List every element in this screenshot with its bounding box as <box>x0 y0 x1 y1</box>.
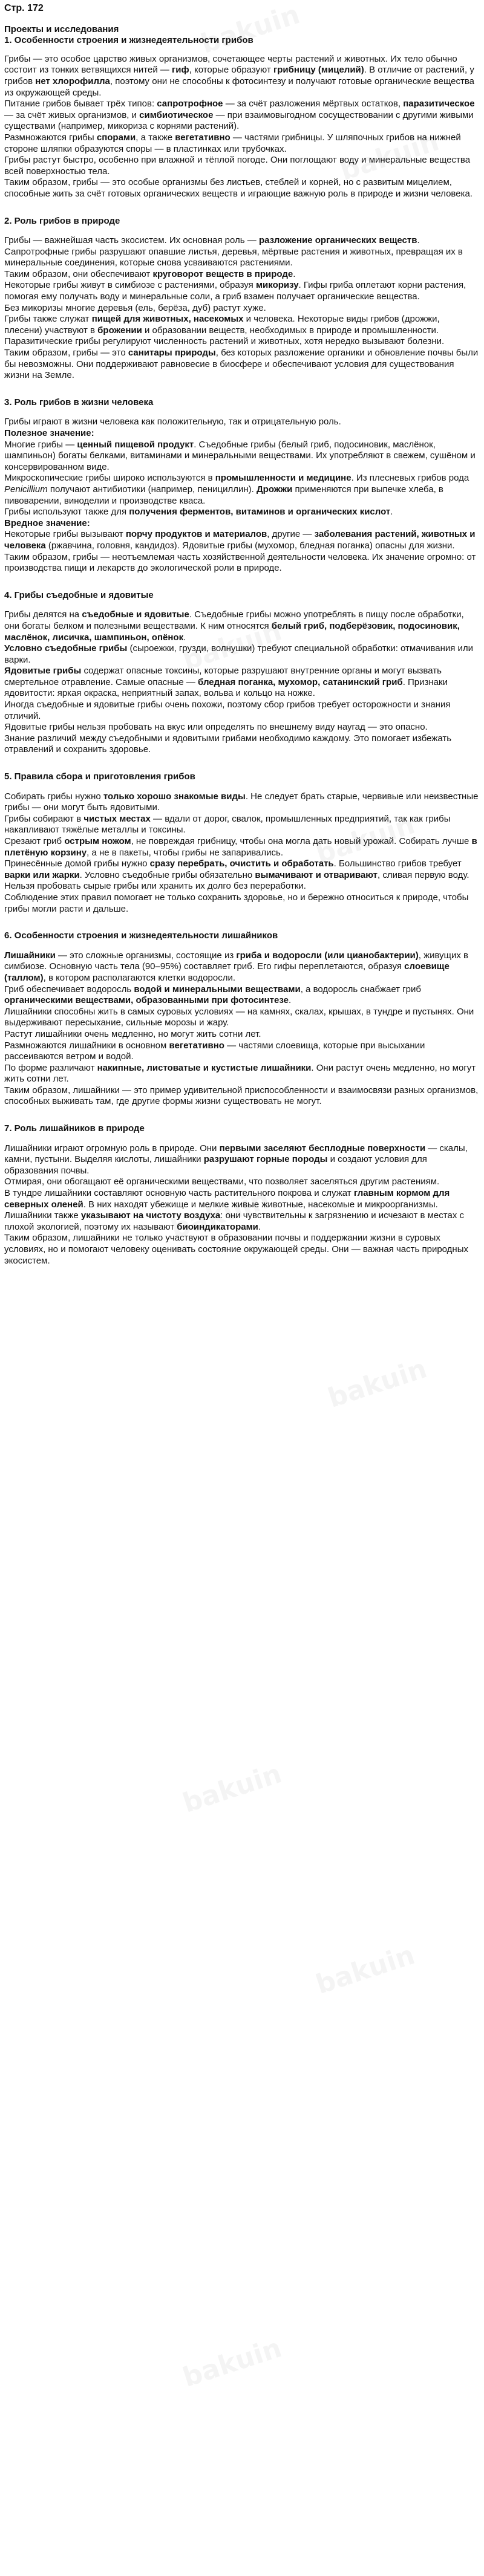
text-run: . Съедобные грибы (белый гриб, подосиновик, маслёнок, шампиньон) богаты белками, витаминами и минеральными веществами. Их употребляют в свежем, сушёном и консервированном виде. <box>4 439 476 472</box>
text-run: . <box>258 1221 261 1232</box>
subheading: Полезное значение: <box>4 428 94 438</box>
bold-term: порчу продуктов и материалов <box>125 529 267 540</box>
text-run: — за счёт живых организмов, и <box>4 109 140 120</box>
paragraph <box>4 1143 480 1177</box>
paragraph <box>4 132 480 155</box>
text-run: Грибы растут быстро, особенно при влажной и тёплой погоде. Они поглощают воду и минеральные вещества всей поверхностью тела. <box>4 155 471 177</box>
intro-heading: Проекты и исследования <box>4 24 119 34</box>
section-title: 7. Роль лишайников в природе <box>4 1123 145 1134</box>
bold-term: получения ферментов, витаминов и органических кислот <box>129 507 391 517</box>
bold-term: спорами <box>96 132 136 143</box>
text-run: . Признаки ядовитости: яркая окраска, неприятный запах, вольва и кольцо на ножке. <box>4 676 448 699</box>
paragraph <box>4 1210 480 1233</box>
text-run: Некоторые грибы живут в симбиозе с растениями, образуя <box>4 280 256 291</box>
bold-term: паразитическое <box>403 99 475 109</box>
bold-term: органическими веществами, образованными при фотосинтезе <box>4 995 289 1006</box>
text-run: , живущих в симбиозе. Основную часть тела (90–95%) составляет гриб. Его гифы переплетаются, образуя <box>4 950 469 972</box>
text-run: Лишайники также <box>4 1210 81 1221</box>
bold-term: ценный пищевой продукт <box>77 439 194 450</box>
text-run: . Условно съедобные грибы обязательно <box>79 869 255 880</box>
text-run: Многие грибы — <box>4 439 77 450</box>
watermark <box>315 1949 416 1991</box>
text-run: применяются при выпечке хлеба, в пивоварении, виноделии и производстве кваса. <box>4 484 443 506</box>
bold-term: сразу перебрать, очистить и обработать <box>149 858 334 869</box>
paragraph <box>4 858 480 881</box>
text-run: Грибы — важнейшая часть экосистем. Их основная роль — <box>4 235 259 246</box>
text-run: Гриб обеспечивает водоросль <box>4 984 134 994</box>
document-page <box>0 0 484 1285</box>
bold-term: в плетёную корзину <box>4 836 477 858</box>
text-run: Грибы делятся на <box>4 609 82 620</box>
text-run: По форме различают <box>4 1062 97 1073</box>
bold-term: пищей для животных, насекомых <box>91 314 244 325</box>
bold-term: круговорот веществ в природе <box>152 268 293 279</box>
text-run: . Сапротрофные грибы разрушают опавшие листья, деревья, мёртвые растения и животных, превращая их в минеральные соединения, которые снова усваиваются растениями. <box>4 235 463 268</box>
paragraph <box>4 1188 480 1210</box>
text-run: В тундре лишайники составляют основную часть растительного покрова и служат <box>4 1188 354 1199</box>
bold-term: бледная поганка, мухомор, сатанинский гриб <box>198 676 403 687</box>
page-number: Стр. 172 <box>4 3 44 13</box>
text-run: Лишайники способны жить в самых суровых условиях — на камнях, скалах, крышах, в тундре и пустынях. Они выдерживают пересыхание, сильные морозы и жару. <box>4 1006 474 1028</box>
section-6 <box>4 930 480 1108</box>
bold-term: промышленности и медицине <box>215 473 352 484</box>
text-run: . <box>183 632 186 643</box>
text-run: — вдали от дорог, свалок, промышленных предприятий, так как грибы накапливают тяжёлые металлы и токсины. <box>4 813 451 835</box>
text-run: (ржавчина, головня, кандидоз). Ядовитые грибы (мухомор, бледная поганка) опасны для жизни. <box>45 540 455 551</box>
text-run: . Не следует брать старые, червивые или неизвестные грибы — они могут быть ядовитыми. <box>4 791 479 813</box>
bold-term: гриба и водоросли (или цианобактерии) <box>236 950 419 961</box>
paragraph <box>4 791 480 814</box>
section-7 <box>4 1123 480 1267</box>
paragraph <box>4 303 480 314</box>
watermark <box>182 2342 283 2384</box>
text-run: — частями грибницы. У шляпочных грибов на нижней стороне шляпки образуются споры — в пластинках или трубочках. <box>4 132 461 154</box>
text-run: , в котором располагаются клетки водоросли. <box>43 972 236 983</box>
bold-term: слоевище (таллом) <box>4 961 450 983</box>
text-run: Без микоризы многие деревья (ель, берёза, дуб) растут хуже. <box>4 302 266 313</box>
paragraph <box>4 814 480 836</box>
paragraph <box>4 666 480 699</box>
text-run: Собирать грибы нужно <box>4 791 103 802</box>
paragraph <box>4 1233 480 1267</box>
text-run: и образовании веществ, необходимых в природе и промышленности. <box>142 325 439 336</box>
bold-term: сапротрофное <box>157 99 223 109</box>
paragraph <box>4 155 480 177</box>
text-run: . В отличие от растений, у грибов <box>4 65 474 86</box>
text-run: содержат опасные токсины, которые разрушают внутренние органы и могут вызвать смертельное отравление. Самые опасные — <box>4 666 442 687</box>
paragraph <box>4 314 480 336</box>
paragraph <box>4 336 480 348</box>
bold-term: главным кормом для северных оленей <box>4 1188 450 1210</box>
bold-term: симбиотическое <box>139 109 214 120</box>
bold-term: микоризу <box>255 280 299 291</box>
paragraph <box>4 722 480 733</box>
section-5 <box>4 771 480 915</box>
text-run: Таким образом, они обеспечивают <box>4 268 153 279</box>
text-run: Таким образом, грибы — это <box>4 348 128 358</box>
text-run: , а водоросль снабжает гриб <box>300 984 421 994</box>
paragraph <box>4 348 480 381</box>
bold-term: гиф <box>172 65 189 76</box>
paragraph <box>4 428 480 440</box>
text-run: . Они растут очень медленно, но могут жить сотни лет. <box>4 1062 476 1085</box>
text-run: , другие — <box>267 529 315 540</box>
text-run: Грибы — это особое царство живых организмов, сочетающее черты растений и животных. Их тело обычно состоит из тонких ветвящихся нитей — <box>4 53 457 76</box>
text-run: Размножаются лишайники в основном <box>4 1040 169 1051</box>
text-run: . Съедобные грибы можно употреблять в пищу после обработки, они богаты белком и полезными веществами. К ним относятся <box>4 609 464 631</box>
paragraph <box>4 1029 480 1040</box>
bold-term: биоиндикаторами <box>177 1221 258 1232</box>
text-run: — это сложные организмы, состоящие из <box>55 950 237 961</box>
bold-term: Лишайники <box>4 950 56 961</box>
paragraph <box>4 99 480 132</box>
text-run: (сыроежки, грузди, волнушки) требуют специальной обработки: отмачивания или варки. <box>4 643 474 665</box>
text-run: Иногда съедобные и ядовитые грибы очень похожи, поэтому сбор грибов требует осторожности и знания отличий. <box>4 699 451 721</box>
bold-term: съедобные и ядовитые <box>82 609 189 620</box>
text-run: — скалы, камни, пустыни. Выделяя кислоты, лишайники <box>4 1143 468 1165</box>
text-run: . Гифы гриба оплетают корни растения, помогая ему получать воду и минеральные соли, а гриб взамен получает органические вещества. <box>4 280 466 302</box>
paragraph <box>4 1007 480 1029</box>
section-title: 2. Роль грибов в природе <box>4 215 120 226</box>
text-run: , не повреждая грибницу, чтобы она могла дать новый урожай. Собирать лучше <box>131 836 472 846</box>
text-run: . В них находят убежище и мелкие живые животные, насекомые и микроорганизмы. <box>83 1199 438 1210</box>
section-4 <box>4 590 480 756</box>
text-run: Срезают гриб <box>4 836 65 846</box>
section-title: 6. Особенности строения и жизнедеятельности лишайников <box>4 930 278 941</box>
paragraph <box>4 733 480 756</box>
paragraph <box>4 881 480 892</box>
paragraph <box>4 699 480 722</box>
text-run: получают антибиотики (например, пенициллин). <box>47 484 257 495</box>
paragraph <box>4 1176 480 1188</box>
sections-container <box>4 35 480 1267</box>
paragraph <box>4 177 480 200</box>
paragraph <box>4 54 480 99</box>
text-run: Размножаются грибы <box>4 132 97 143</box>
bold-term: вегетативно <box>169 1040 224 1051</box>
italic-term: Penicillium <box>4 484 48 495</box>
text-run: Таким образом, грибы — неотъемлемая часть хозяйственной деятельности человека. Их значение огромно: от производства пищи и лекарств до экологической роли в природе. <box>4 551 476 574</box>
text-run: — частями слоевища, которые при высыхании рассеиваются ветром и водой. <box>4 1040 425 1062</box>
bold-term: Дрожжи <box>256 484 293 495</box>
bold-term: грибницу (мицелий) <box>273 65 364 76</box>
paragraph <box>4 950 480 984</box>
text-run: Грибы играют в жизни человека как положительную, так и отрицательную роль. <box>4 417 341 427</box>
bold-term: санитары природы <box>128 348 216 358</box>
text-run: Таким образом, лишайники — это пример удивительной приспособленности и взаимосвязи разных организмов, способных выживать там, где другие формы жизни существовать не могут. <box>4 1085 479 1107</box>
section-title: 5. Правила сбора и приготовления грибов <box>4 771 195 782</box>
text-run: Таким образом, лишайники не только участвуют в образовании почвы и поддержании жизни в суровых условиях, но и помогают человеку оценивать состояние окружающей среды. Они — важная часть природных экосистем. <box>4 1233 468 1266</box>
paragraph <box>4 417 480 428</box>
bold-term: указывают на чистоту воздуха <box>80 1210 221 1221</box>
text-run: , а не в пакеты, чтобы грибы не запаривались. <box>87 847 284 858</box>
paragraph <box>4 552 480 574</box>
paragraph <box>4 529 480 551</box>
bold-term: Условно съедобные грибы <box>4 643 128 654</box>
text-run: Микроскопические грибы широко используются в <box>4 473 215 484</box>
paragraph <box>4 984 480 1007</box>
text-run: Питание грибов бывает трёх типов: <box>4 99 157 109</box>
text-run: . <box>293 268 296 279</box>
paragraph <box>4 836 480 858</box>
text-run: Грибы также служат <box>4 314 92 325</box>
text-run: , а также <box>136 132 175 143</box>
watermark <box>182 1768 283 1810</box>
bold-term: острым ножом <box>64 836 131 846</box>
paragraph <box>4 269 480 281</box>
text-run: Таким образом, грибы — это особые организмы без листьев, стеблей и корней, но с развитым мицелием, способные жить за счёт готовых органических веществ и играющие важную роль в природе и жизни человека. <box>4 177 473 199</box>
paragraph <box>4 643 480 666</box>
text-run: . Из плесневых грибов рода <box>351 473 469 484</box>
text-run: и человека. Некоторые виды грибов (дрожжи, плесени) участвуют в <box>4 314 440 336</box>
paragraph <box>4 235 480 269</box>
text-run: . <box>288 995 292 1006</box>
paragraph <box>4 1040 480 1063</box>
subheading: Вредное значение: <box>4 517 90 528</box>
text-run: Знание различий между съедобными и ядовитыми грибами необходимо каждому. Это помогает избежать отравлений и сохранить здоровье. <box>4 733 452 755</box>
text-run: . <box>390 507 393 517</box>
paragraph <box>4 280 480 302</box>
bold-term: первыми заселяют бесплодные поверхности <box>219 1143 426 1153</box>
bold-term: заболевания растений, животных и человека <box>4 529 476 551</box>
bold-term: белый гриб, подберёзовик, подосиновик, маслёнок, лисичка, шампиньон, опёнок <box>4 620 460 643</box>
text-run: Грибы используют также для <box>4 507 129 517</box>
bold-term: только хорошо знакомые виды <box>103 791 246 802</box>
section-title: 3. Роль грибов в жизни человека <box>4 397 154 407</box>
text-run: Ядовитые грибы нельзя пробовать на вкус или определять по внешнему виду наугад — это опасно. <box>4 722 428 733</box>
section-1 <box>4 35 480 200</box>
bold-term: накипные, листоватые и кустистые лишайники <box>97 1062 312 1073</box>
text-run: , поэтому они не способны к фотосинтезу и получают готовые органические вещества из окружающей среды. <box>4 76 474 98</box>
text-run: Соблюдение этих правил помогает не только сохранить здоровье, но и бережно относиться к природе, чтобы грибы могли расти и дальше. <box>4 892 469 914</box>
text-run: — при взаимовыгодном сосуществовании с другими живыми существами (например, микориза с корнями растений). <box>4 109 474 132</box>
text-run: : они чувствительны к загрязнению и исчезают в местах с плохой экологией, поэтому их называют <box>4 1210 464 1232</box>
bold-term: Ядовитые грибы <box>4 666 82 676</box>
paragraph <box>4 440 480 473</box>
text-run: и создают условия для образования почвы. <box>4 1154 427 1176</box>
text-run: , которые образуют <box>189 65 273 76</box>
text-run: Растут лишайники очень медленно, но могут жить сотни лет. <box>4 1028 261 1039</box>
text-run: Некоторые грибы вызывают <box>4 529 126 540</box>
text-run: Нельзя пробовать сырые грибы или хранить их долго без переработки. <box>4 881 306 892</box>
text-run: , без которых разложение органики и обновление почвы были бы невозможны. Они поддерживают равновесие в биосфере и обеспечивают условия для существования жизни на Земле. <box>4 348 479 381</box>
section-3 <box>4 397 480 574</box>
text-run: Лишайники играют огромную роль в природе. Они <box>4 1143 220 1153</box>
paragraph <box>4 1085 480 1108</box>
bold-term: разложение органических веществ <box>258 235 417 246</box>
section-2 <box>4 216 480 381</box>
text-run: Паразитические грибы регулируют численность растений и животных, хотя нередко вызывают болезни. <box>4 336 445 347</box>
text-run: — за счёт разложения мёртвых остатков, <box>223 99 404 109</box>
bold-term: нет хлорофилла <box>35 76 110 86</box>
bold-term: вегетативно <box>175 132 231 143</box>
section-title: 4. Грибы съедобные и ядовитые <box>4 589 154 600</box>
paragraph <box>4 1063 480 1085</box>
text-run: Отмирая, они обогащают её органическими веществами, что позволяет заселяться другим растениям. <box>4 1176 440 1187</box>
bold-term: чистых местах <box>83 813 151 824</box>
bold-term: водой и минеральными веществами <box>134 984 301 994</box>
paragraph <box>4 473 480 507</box>
section-title: 1. Особенности строения и жизнедеятельности грибов <box>4 35 253 46</box>
text-run: , сливая первую воду. <box>378 869 469 880</box>
text-run: . Большинство грибов требует <box>333 858 462 869</box>
bold-term: разрушают горные породы <box>203 1154 328 1165</box>
bold-term: варки или жарки <box>4 869 80 880</box>
paragraph <box>4 518 480 530</box>
text-run: Грибы собирают в <box>4 813 84 824</box>
bold-term: вымачивают и отваривают <box>255 869 378 880</box>
paragraph <box>4 609 480 643</box>
watermark <box>327 1363 428 1405</box>
text-run: Принесённые домой грибы нужно <box>4 858 150 869</box>
paragraph <box>4 892 480 915</box>
paragraph <box>4 507 480 518</box>
bold-term: брожении <box>97 325 142 336</box>
